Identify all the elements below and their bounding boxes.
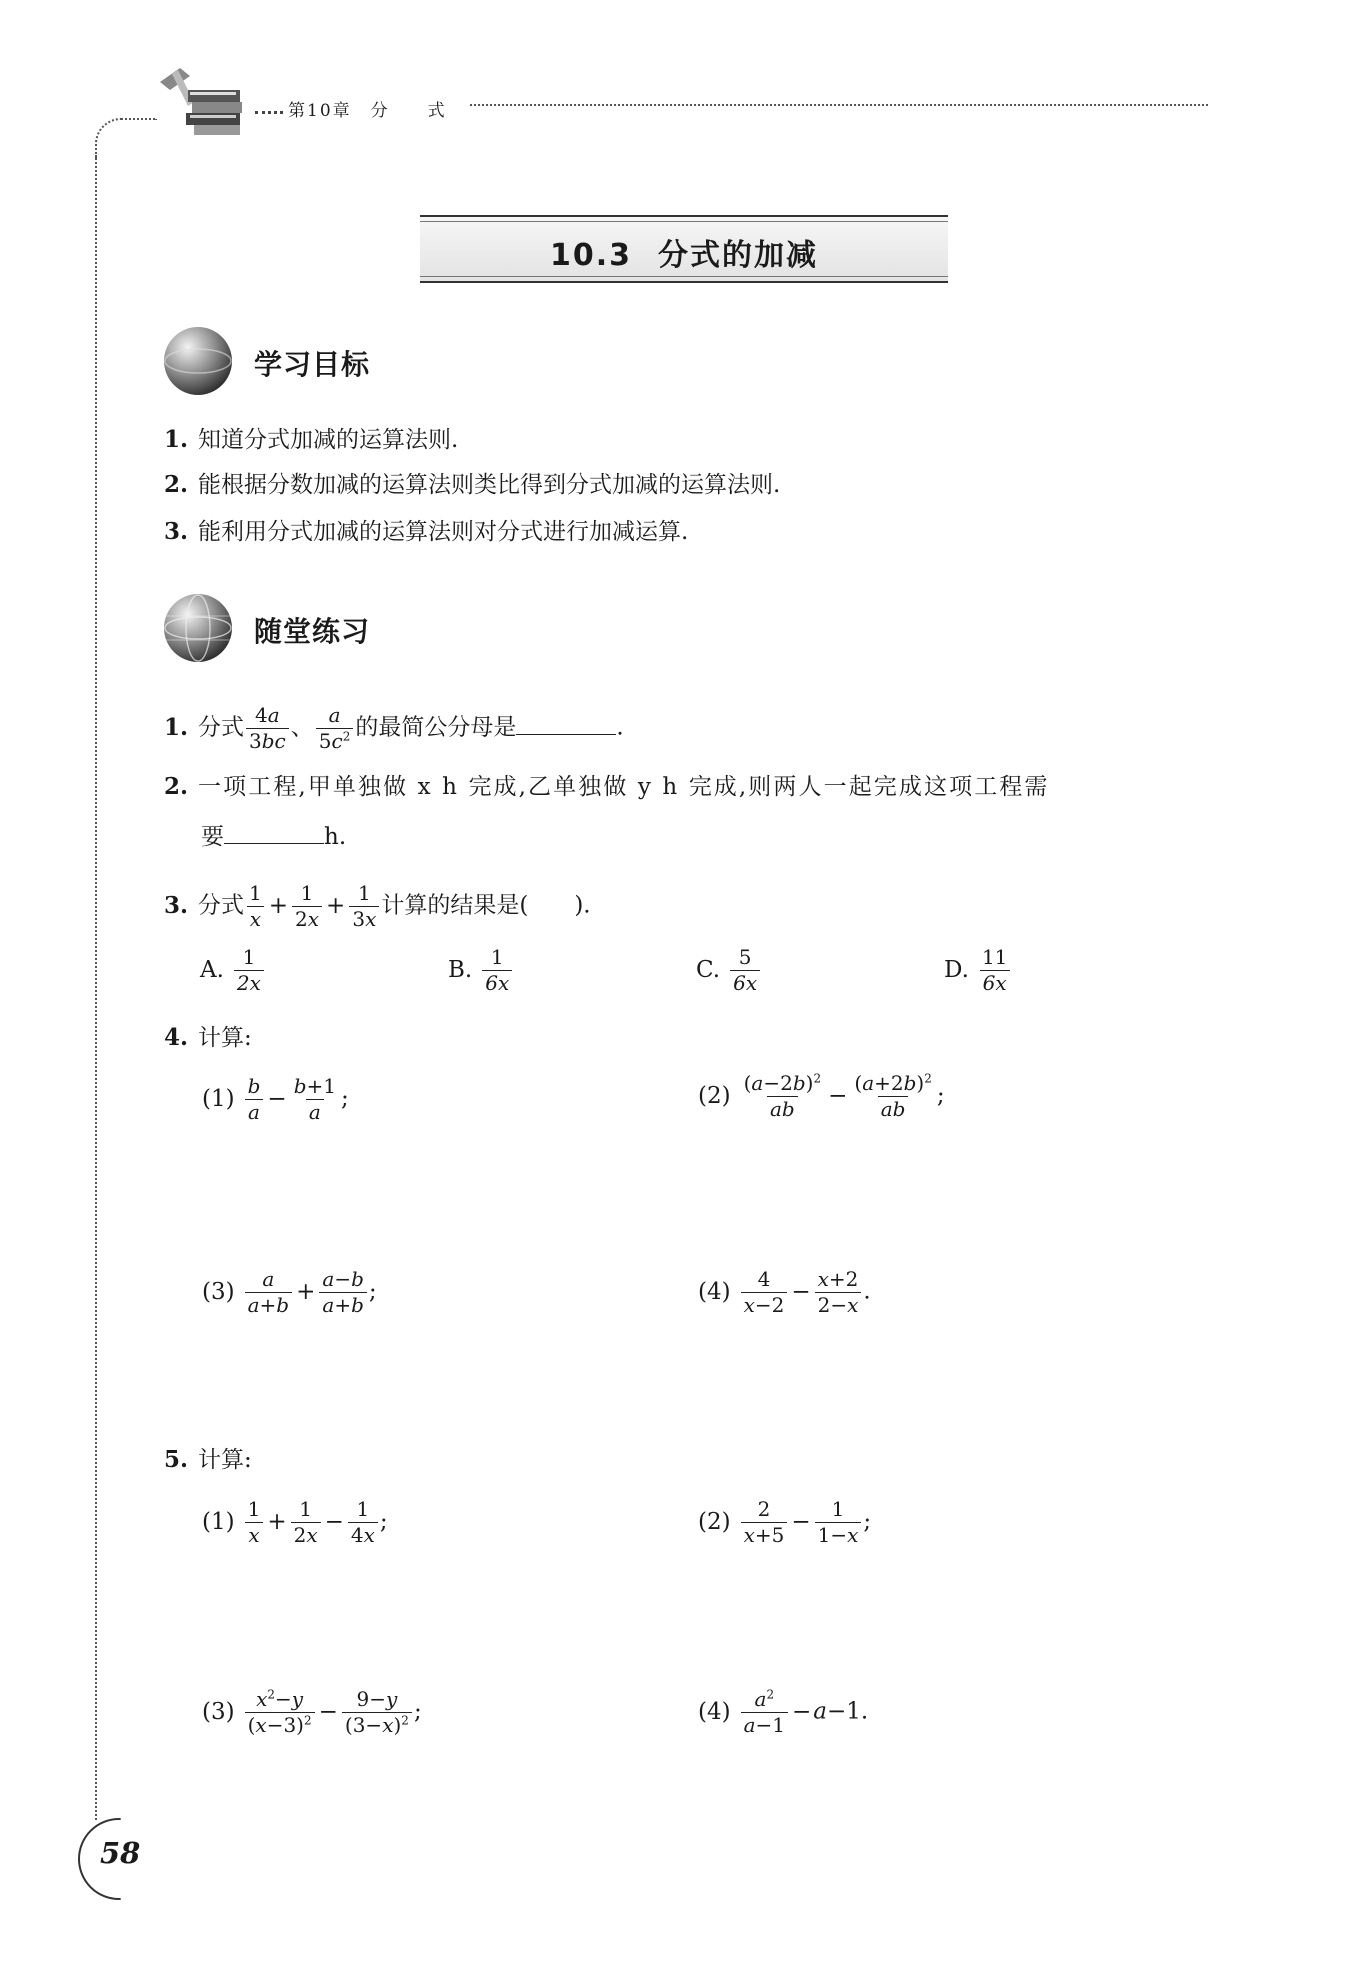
section-title bbox=[420, 230, 948, 274]
chapter-title: 第10章 分 式 bbox=[288, 101, 447, 121]
answer-blank[interactable] bbox=[224, 843, 324, 844]
section-number: 10.3 bbox=[549, 238, 633, 273]
option-c[interactable]: C. $\frac{5}{6x}$ bbox=[696, 946, 762, 995]
answer-blank[interactable] bbox=[516, 734, 616, 735]
q4-part-1: (1) $\frac{b}{a}$ − $\frac{b+1}{a}$ ; bbox=[202, 1074, 349, 1124]
q5-part-3: (3) $\frac{x^2-y}{(x-3)^2}$ − $\frac{9-y}{(3-x)^2}$ ; bbox=[202, 1687, 422, 1737]
books-logo-icon bbox=[150, 62, 250, 142]
question-4: 4. 计算: bbox=[164, 1024, 252, 1051]
margin-rule-corner bbox=[95, 118, 157, 160]
globe-icon bbox=[162, 325, 234, 397]
q4-part-4: (4) $\frac{4}{x-2}$ − $\frac{x+2}{2-x}$ . bbox=[698, 1267, 871, 1317]
question-2-line-1: 2. 一项工程,甲单独做 x h 完成,乙单独做 y h 完成,则两人一起完成这项工程需 bbox=[164, 773, 1050, 800]
globe-grid-icon bbox=[162, 592, 234, 664]
section-title-box bbox=[420, 215, 948, 283]
goal-item-2: 2. 能根据分数加减的运算法则类比得到分式加减的运算法则. bbox=[164, 471, 781, 498]
option-b[interactable]: B. $\frac{1}{6x}$ bbox=[448, 946, 514, 995]
question-1: 1. 分式 $\frac{4a}{3bc}$ 、 $\frac{a}{5c^2}$ 的最简公分母是 . bbox=[164, 703, 624, 753]
margin-rule bbox=[95, 155, 97, 1820]
q5-part-1: (1) $\frac{1}{x}$ + $\frac{1}{2x}$ − $\frac{1}{4x}$ ; bbox=[202, 1497, 388, 1547]
option-d[interactable]: D. $\frac{11}{6x}$ bbox=[944, 946, 1012, 995]
question-3: 3. 分式 $\frac{1}{x}$ + $\frac{1}{2x}$ + $\frac{1}{3x}$ 计算的结果是( ). bbox=[164, 881, 591, 931]
page-number: 58 bbox=[100, 1836, 141, 1870]
goals-heading-label: 学习目标 bbox=[254, 348, 371, 381]
question-2-line-2: 要 h. bbox=[201, 824, 347, 850]
goal-item-3: 3. 能利用分式加减的运算法则对分式进行加减运算. bbox=[164, 518, 689, 545]
header-rule-left bbox=[255, 111, 283, 114]
header-rule-right bbox=[470, 104, 1208, 106]
question-5: 5. 计算: bbox=[164, 1446, 252, 1473]
q4-part-2: (2) $\frac{(a-2b)^2}{ab}$ − $\frac{(a+2b)^2}{ab}$ ; bbox=[698, 1071, 945, 1121]
q5-part-4: (4) $\frac{a^2}{a-1}$ −a−1. bbox=[698, 1687, 869, 1737]
q4-part-3: (3) $\frac{a}{a+b}$ + $\frac{a-b}{a+b}$ ; bbox=[202, 1267, 377, 1317]
goal-item-1: 1. 知道分式加减的运算法则. bbox=[164, 426, 459, 453]
section-name: 分式的加减 bbox=[658, 238, 819, 273]
practice-heading-label: 随堂练习 bbox=[254, 615, 371, 648]
option-a[interactable]: A. $\frac{1}{2x}$ bbox=[200, 946, 266, 995]
q5-part-2: (2) $\frac{2}{x+5}$ − $\frac{1}{1-x}$ ; bbox=[698, 1497, 872, 1547]
